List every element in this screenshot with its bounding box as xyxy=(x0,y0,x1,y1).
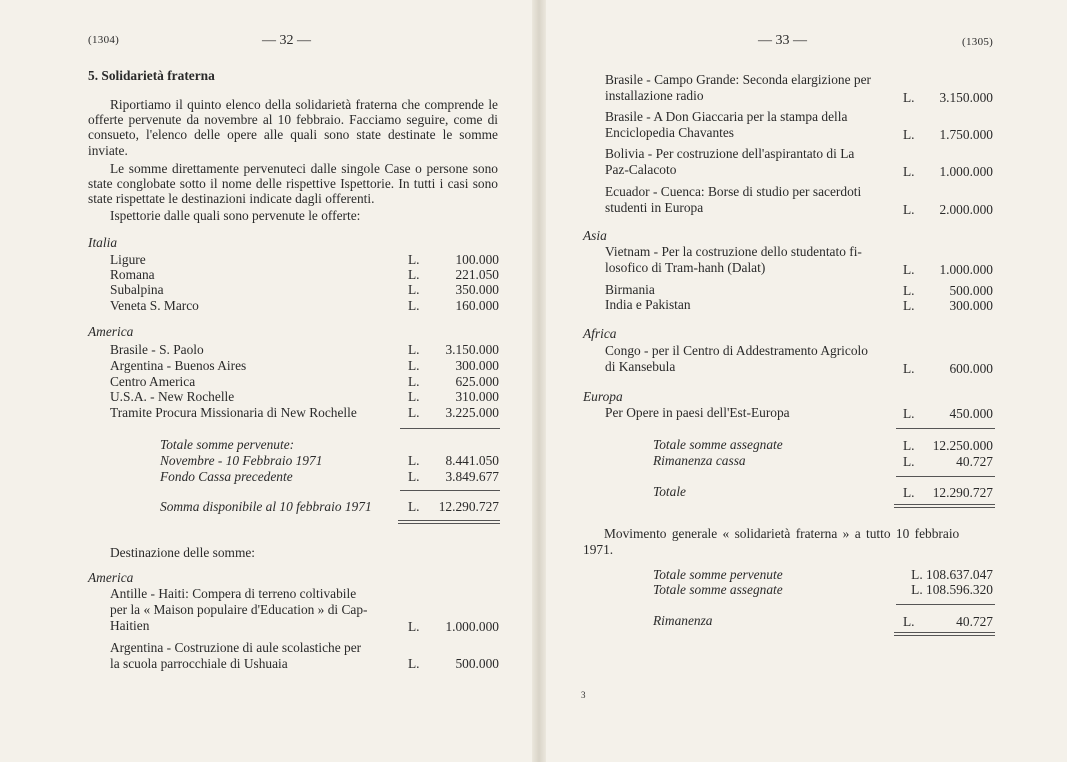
amount: 350.000 xyxy=(455,282,499,297)
amount: 300.000 xyxy=(949,298,993,313)
row-label: studenti in Europa xyxy=(605,200,704,215)
total-double-rule xyxy=(894,504,995,508)
currency-label: L. xyxy=(408,499,420,514)
destination-heading: Destinazione delle somme: xyxy=(110,545,256,560)
archive-number: (1305) xyxy=(962,36,994,48)
currency-label: L. xyxy=(903,614,915,629)
movement-text: 1971. xyxy=(583,542,614,557)
amount: 40.727 xyxy=(956,614,993,629)
amount: 450.000 xyxy=(949,406,993,421)
amount: 12.250.000 xyxy=(932,438,993,453)
currency-label: L. xyxy=(408,374,420,389)
row-label: Congo - per il Centro di Addestramento Agricolo xyxy=(605,343,868,358)
row-label: Romana xyxy=(110,267,155,282)
currency-label: L. xyxy=(408,342,420,357)
currency-label: L. xyxy=(408,405,420,420)
amount: L. 108.596.320 xyxy=(911,582,993,597)
currency-label: L. xyxy=(408,453,420,468)
row-label: Rimanenza cassa xyxy=(653,453,746,468)
total-double-rule xyxy=(894,632,995,636)
amount: 1.000.000 xyxy=(445,619,499,634)
currency-label: L. xyxy=(903,127,915,142)
amount: 40.727 xyxy=(956,454,993,469)
amount: 8.441.050 xyxy=(445,453,499,468)
currency-label: L. xyxy=(408,389,420,404)
row-label: Brasile - S. Paolo xyxy=(110,342,204,357)
amount: 100.000 xyxy=(455,252,499,267)
currency-label: L. xyxy=(408,282,420,297)
row-label: Rimanenza xyxy=(653,613,713,628)
amount: 3.150.000 xyxy=(445,342,499,357)
amount: 3.225.000 xyxy=(445,405,499,420)
intro-paragraph: Riportiamo il quinto elenco della solidarietà fraterna che comprende le offerte pervenute da novembre al 10 febbraio. Facciamo seguire, come di consueto, l'elenco delle opere alle quali sono state destinate le somme inviate. xyxy=(88,97,498,158)
row-label: di Kansebula xyxy=(605,359,676,374)
currency-label: L. xyxy=(408,267,420,282)
archive-number: (1304) xyxy=(88,34,120,46)
currency-label: L. xyxy=(903,283,915,298)
row-label: Bolivia - Per costruzione dell'aspirantato di La xyxy=(605,146,855,161)
row-label: la scuola parrocchiale di Ushuaia xyxy=(110,656,288,671)
row-label: Ecuador - Cuenca: Borse di studio per sacerdoti xyxy=(605,184,862,199)
intro-paragraph: Ispettorie dalle quali sono pervenute le offerte: xyxy=(110,208,361,223)
section-title: 5. Solidarietà fraterna xyxy=(88,68,215,83)
row-label: Brasile - A Don Giaccaria per la stampa della xyxy=(605,109,848,124)
group-heading: Italia xyxy=(88,235,118,250)
amount: 3.849.677 xyxy=(445,469,499,484)
totals-label: Totale somme pervenute: xyxy=(160,437,295,452)
total-double-rule xyxy=(398,520,500,524)
sum-rule xyxy=(400,490,500,491)
row-label: losofico di Tram-hanh (Dalat) xyxy=(605,260,766,275)
row-label: Fondo Cassa precedente xyxy=(160,469,293,484)
amount: 12.290.727 xyxy=(438,499,499,514)
right-page xyxy=(546,0,1067,762)
row-label: U.S.A. - New Rochelle xyxy=(110,389,235,404)
sum-rule xyxy=(896,604,995,605)
amount: 600.000 xyxy=(949,361,993,376)
amount: 500.000 xyxy=(949,283,993,298)
row-label: Totale somme pervenute xyxy=(653,567,783,582)
row-label: Veneta S. Marco xyxy=(110,298,199,313)
row-label: Novembre - 10 Febbraio 1971 xyxy=(160,453,323,468)
left-page xyxy=(0,0,532,762)
amount: 500.000 xyxy=(455,656,499,671)
currency-label: L. xyxy=(408,619,420,634)
row-label: Ligure xyxy=(110,252,146,267)
amount: 310.000 xyxy=(455,389,499,404)
row-label: Antille - Haiti: Compera di terreno coltivabile xyxy=(110,586,357,601)
footer-mark: 3 xyxy=(581,690,586,700)
page-number: — 32 — xyxy=(262,33,311,48)
row-label: Enciclopedia Chavantes xyxy=(605,125,735,140)
row-label: Per Opere in paesi dell'Est-Europa xyxy=(605,405,790,420)
currency-label: L. xyxy=(408,252,420,267)
currency-label: L. xyxy=(903,298,915,313)
row-label: installazione radio xyxy=(605,88,704,103)
row-label: Totale somme assegnate xyxy=(653,582,783,597)
amount: 221.050 xyxy=(455,267,499,282)
currency-label: L. xyxy=(408,469,420,484)
row-label: Birmania xyxy=(605,282,655,297)
row-label: Subalpina xyxy=(110,282,164,297)
amount: 300.000 xyxy=(455,358,499,373)
group-heading: America xyxy=(88,324,134,339)
book-gutter xyxy=(532,0,546,762)
row-label: Paz-Calacoto xyxy=(605,162,677,177)
row-label: Haitien xyxy=(110,618,150,633)
row-label: Centro America xyxy=(110,374,196,389)
currency-label: L. xyxy=(903,361,915,376)
currency-label: L. xyxy=(903,485,915,500)
amount: 12.290.727 xyxy=(932,485,993,500)
sum-rule xyxy=(896,428,995,429)
group-heading: Asia xyxy=(583,228,607,243)
group-heading: Europa xyxy=(583,389,623,404)
amount: 160.000 xyxy=(455,298,499,313)
currency-label: L. xyxy=(903,164,915,179)
currency-label: L. xyxy=(903,454,915,469)
row-label: Vietnam - Per la costruzione dello studentato fi- xyxy=(605,244,862,259)
currency-label: L. xyxy=(903,406,915,421)
amount: 2.000.000 xyxy=(939,202,993,217)
amount: 625.000 xyxy=(455,374,499,389)
amount: 3.150.000 xyxy=(939,90,993,105)
intro-paragraph: Le somme direttamente pervenuteci dalle singole Case o persone sono state conglobate sotto il nome delle rispettive Ispettorie. In tutti i casi sono state rispettate le destinazioni indicate dagli offerenti. xyxy=(88,161,498,207)
row-label: Totale somme assegnate xyxy=(653,437,783,452)
amount: L. 108.637.047 xyxy=(911,567,993,582)
amount: 1.750.000 xyxy=(939,127,993,142)
row-label: Argentina - Costruzione di aule scolastiche per xyxy=(110,640,362,655)
row-label: India e Pakistan xyxy=(605,297,691,312)
currency-label: L. xyxy=(903,438,915,453)
group-heading: America xyxy=(88,570,134,585)
amount: 1.000.000 xyxy=(939,262,993,277)
page-number: — 33 — xyxy=(758,33,807,48)
amount: 1.000.000 xyxy=(939,164,993,179)
currency-label: L. xyxy=(903,262,915,277)
row-label: Tramite Procura Missionaria di New Rochelle xyxy=(110,405,357,420)
currency-label: L. xyxy=(903,90,915,105)
row-label: Brasile - Campo Grande: Seconda elargizione per xyxy=(605,72,871,87)
sum-rule xyxy=(400,428,500,429)
currency-label: L. xyxy=(408,358,420,373)
row-label: Argentina - Buenos Aires xyxy=(110,358,247,373)
movement-text: Movimento generale « solidarietà fraterna » a tutto 10 febbraio xyxy=(604,526,960,541)
currency-label: L. xyxy=(408,656,420,671)
row-label: Totale xyxy=(653,484,686,499)
group-heading: Africa xyxy=(583,326,617,341)
currency-label: L. xyxy=(903,202,915,217)
sum-rule xyxy=(896,476,995,477)
row-label: per la « Maison populaire d'Education » di Cap- xyxy=(110,602,368,617)
available-label: Somma disponibile al 10 febbraio 1971 xyxy=(160,499,372,514)
currency-label: L. xyxy=(408,298,420,313)
